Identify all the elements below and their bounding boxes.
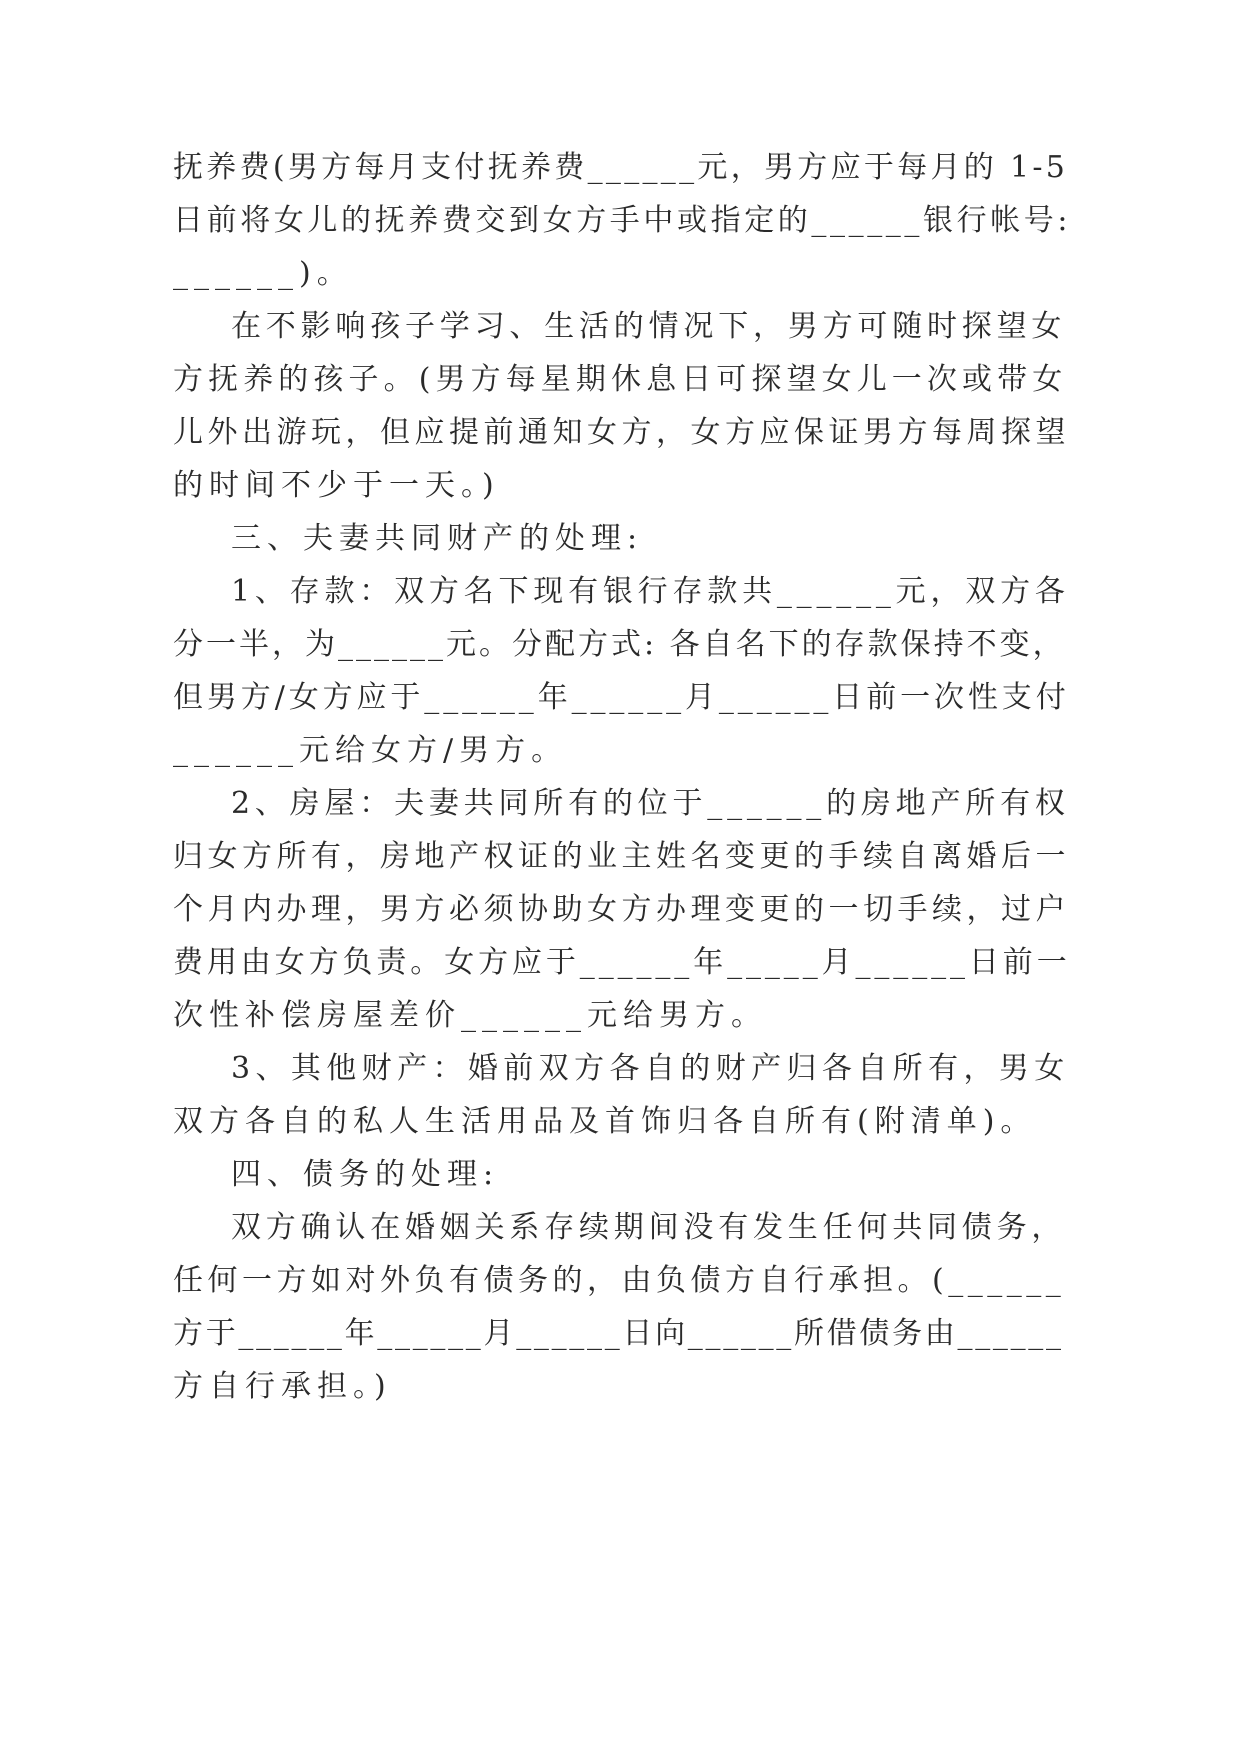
text-line-19: 双方各自的私人生活用品及首饰归各自所有(附清单)。	[173, 1104, 1037, 1139]
text-line-11: 但男方/女方应于______年______月______日前一次性支付	[173, 680, 1070, 715]
text-line-9: 1、存款：双方名下现有银行存款共______元，双方各	[231, 574, 1070, 609]
text-line-14: 归女方所有，房地产权证的业主姓名变更的手续自离婚后一	[173, 839, 1070, 874]
text-line-7: 的时间不少于一天。)	[173, 468, 500, 503]
text-line-21: 双方确认在婚姻关系存续期间没有发生任何共同债务，	[231, 1210, 1067, 1245]
text-line-2: 日前将女儿的抚养费交到女方手中或指定的______银行帐号:	[173, 203, 1072, 238]
text-line-22: 任何一方如对外负有债务的，由负债方自行承担。(______	[173, 1263, 1066, 1298]
text-line-3: ______)。	[173, 256, 353, 291]
text-line-4: 在不影响孩子学习、生活的情况下，男方可随时探望女	[231, 309, 1067, 344]
text-line-16: 费用由女方负责。女方应于______年_____月______日前一	[173, 945, 1071, 980]
text-line-17: 次性补偿房屋差价______元给男方。	[173, 998, 767, 1033]
text-line-24: 方自行承担。)	[173, 1369, 392, 1404]
text-line-18: 3、其他财产：婚前双方各自的财产归各自所有，男女	[231, 1051, 1070, 1086]
text-line-5: 方抚养的孩子。(男方每星期休息日可探望女儿一次或带女	[173, 362, 1068, 397]
section-heading-property: 三、夫妻共同财产的处理:	[231, 521, 644, 556]
text-line-13: 2、房屋：夫妻共同所有的位于______的房地产所有权	[231, 786, 1070, 821]
section-heading-debt: 四、债务的处理:	[231, 1157, 500, 1192]
text-line-1: 抚养费(男方每月支付抚养费______元，男方应于每月的 1-5	[173, 150, 1069, 185]
text-line-6: 儿外出游玩，但应提前通知女方，女方应保证男方每周探望	[173, 415, 1070, 450]
text-line-12: ______元给女方/男方。	[173, 733, 568, 768]
text-line-10: 分一半，为______元。分配方式: 各自名下的存款保持不变，	[173, 627, 1066, 662]
text-line-15: 个月内办理，男方必须协助女方办理变更的一切手续，过户	[173, 892, 1070, 927]
text-line-23: 方于______年______月______日向______所借债务由______	[173, 1316, 1064, 1351]
